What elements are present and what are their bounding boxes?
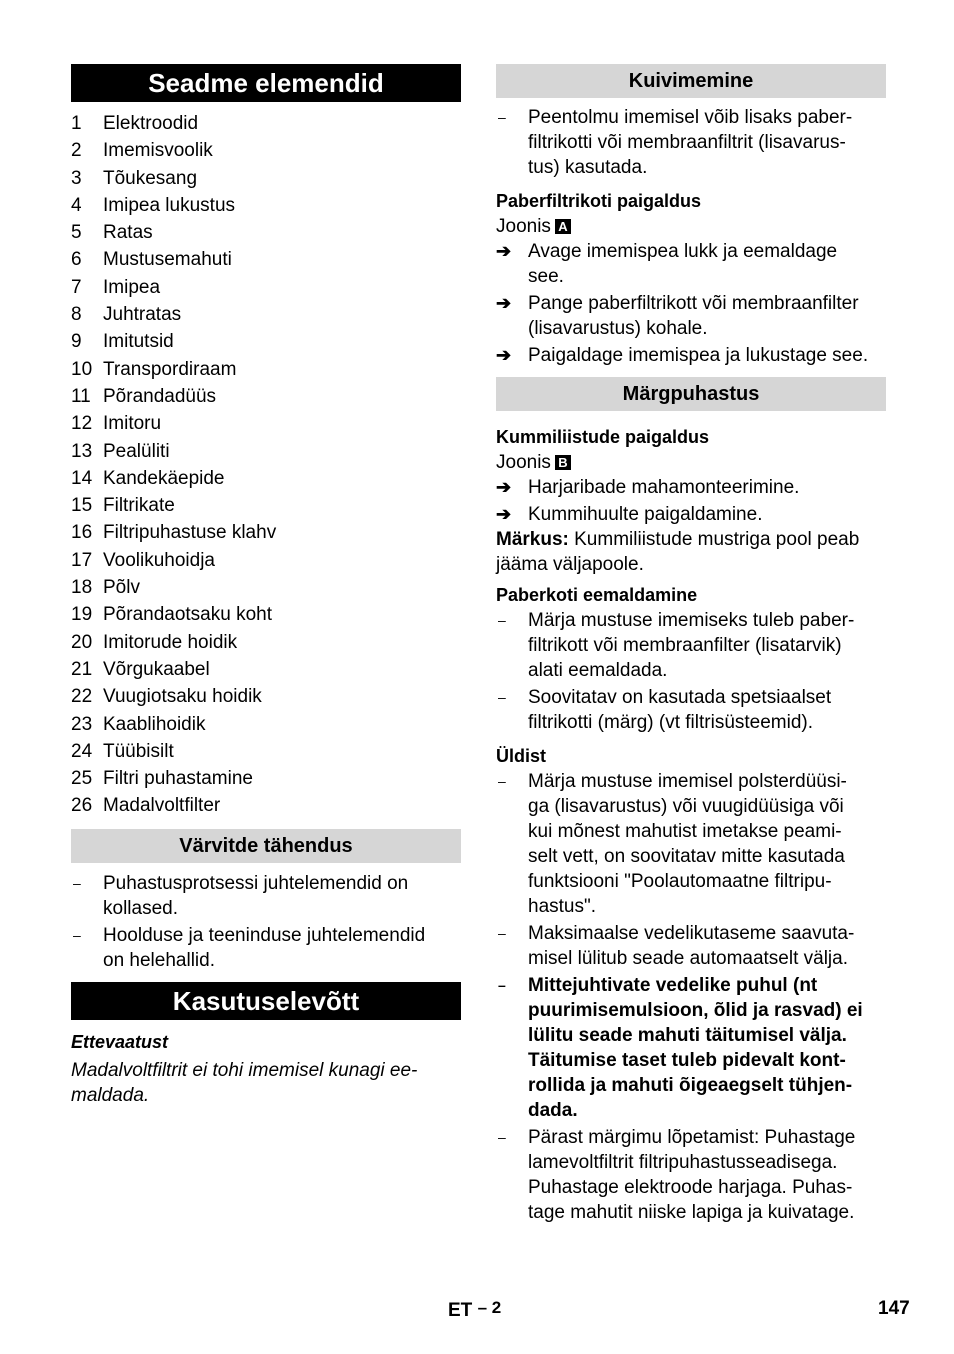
item-number: 13	[71, 440, 93, 462]
item-number: 8	[71, 304, 82, 326]
item-number: 20	[71, 631, 93, 653]
parts-list-item	[71, 629, 461, 656]
color-meaning-list	[71, 871, 461, 973]
step-item: ➔ Kummihuulte paigaldamine.	[496, 504, 763, 525]
note-text: Märkus: Kummiliistude mustriga pool peab jääma väljapoole.	[496, 529, 860, 575]
item-label: Kandekäepide	[103, 467, 225, 489]
item-number: 14	[71, 467, 93, 489]
parts-list-item	[71, 328, 461, 355]
heading-color-meaning: Värvitde tähendus	[71, 829, 461, 863]
parts-list-item	[71, 574, 461, 601]
parts-list-item	[71, 383, 461, 410]
section-title-device-elements: Seadme elemendid	[71, 64, 461, 102]
figure-ref-b: Joonis B	[496, 450, 886, 475]
parts-list-item	[71, 492, 461, 519]
step-item: ➔ Avage imemispea lukk ja eemaldage see.	[496, 241, 838, 287]
parts-list-item	[71, 219, 461, 246]
parts-list-item	[71, 519, 461, 546]
item-number: 12	[71, 413, 93, 435]
item-label: Võrgukaabel	[103, 658, 210, 680]
dash-icon: –	[498, 1129, 506, 1145]
caution-label: Ettevaatust	[71, 1031, 169, 1052]
arrow-icon: ➔	[496, 241, 512, 261]
item-number: 16	[71, 522, 93, 544]
item-label: Ratas	[103, 222, 153, 244]
step-item: ➔ Harjaribade mahamonteerimine.	[496, 477, 800, 498]
item-number: 17	[71, 549, 93, 571]
item-number: 15	[71, 495, 93, 517]
subheading-rubber-strips: Kummiliistude paigaldus	[496, 427, 710, 447]
heading-wet-cleaning: Märgpuhastus	[496, 377, 886, 411]
step-item: ➔ Paigaldage imemispea ja lukustage see.	[496, 345, 869, 366]
step-item: ➔ Pange paberfiltrikott või membraanfilter (lisavarustus) kohale.	[496, 293, 859, 339]
list-item: – Pärast märgimu lõpetamist: Puhastage lamevoltfiltrit filtripuhastusseadisega. Puhastage elektroode harjaga. Puhas- tage mahutit niiske lapiga ja kuivatage.	[498, 1127, 856, 1223]
parts-list-item	[71, 792, 461, 819]
item-label: Tõukesang	[103, 167, 198, 189]
parts-list	[71, 110, 461, 820]
item-label: Kaablihoidik	[103, 713, 206, 735]
figure-letter-a-icon: A	[555, 219, 571, 234]
subheading-bag-removal: Paberkoti eemaldamine	[496, 585, 698, 605]
parts-list-item	[71, 246, 461, 273]
parts-list-item	[71, 465, 461, 492]
dash-icon: –	[498, 925, 506, 941]
item-label: Transpordiraam	[103, 358, 237, 380]
arrow-icon: ➔	[496, 345, 512, 365]
parts-list-item	[71, 738, 461, 765]
parts-list-item	[71, 356, 461, 383]
item-label: Filtri puhastamine	[103, 768, 253, 790]
parts-list-item	[71, 438, 461, 465]
item-label: Juhtratas	[103, 304, 182, 326]
item-number: 7	[71, 276, 82, 298]
footer-language-page: ET – 2	[448, 1298, 502, 1321]
item-number: 10	[71, 358, 93, 380]
dash-icon: –	[498, 977, 506, 993]
item-number: 23	[71, 713, 93, 735]
section-title-commissioning: Kasutuselevõtt	[71, 982, 461, 1020]
dash-icon: –	[498, 689, 506, 705]
parts-list-item	[71, 656, 461, 683]
item-number: 6	[71, 249, 82, 271]
item-label: Mustusemahuti	[103, 249, 232, 271]
item-number: 21	[71, 658, 93, 680]
list-item: – Märja mustuse imemiseks tuleb paber- filtrikott või membraanfilter (lisatarvik) alati eemaldada.	[498, 610, 855, 681]
item-number: 5	[71, 222, 82, 244]
list-item: – Peentolmu imemisel võib lisaks paber- filtrikotti või membraanfiltrit (lisavarus- tus) kasutada.	[498, 107, 853, 178]
list-item: – Soovitatav on kasutada spetsiaalset filtrikotti (märg) (vt filtrisüsteemid).	[498, 687, 832, 733]
item-label: Imitoru	[103, 413, 162, 435]
item-number: 26	[71, 795, 93, 817]
parts-list-item	[71, 165, 461, 192]
item-number: 24	[71, 740, 93, 762]
item-label: Põlv	[103, 577, 140, 599]
item-label: Filtripuhastuse klahv	[103, 522, 277, 544]
list-item: – Maksimaalse vedelikutaseme saavuta- misel lülitub seade automaatselt välja.	[498, 923, 855, 969]
item-label: Vuugiotsaku hoidik	[103, 686, 262, 708]
item-label: Imipea lukustus	[103, 194, 236, 216]
left-column	[71, 64, 461, 1108]
list-item: – Puhastusprotsessi juhtelemendid on kollased.	[73, 872, 409, 919]
item-label: Imitorude hoidik	[103, 631, 238, 653]
parts-list-item	[71, 192, 461, 219]
item-label: Tüübisilt	[103, 740, 174, 762]
parts-list-item	[71, 547, 461, 574]
item-number: 19	[71, 604, 93, 626]
item-number: 22	[71, 686, 93, 708]
parts-list-item	[71, 683, 461, 710]
item-label: Imitutsid	[103, 331, 174, 353]
arrow-icon: ➔	[496, 504, 512, 524]
dash-icon: –	[498, 773, 506, 789]
parts-list-item	[71, 137, 461, 164]
item-label: Imemisvoolik	[103, 140, 213, 162]
item-label: Voolikuhoidja	[103, 549, 215, 571]
figure-letter-b-icon: B	[555, 455, 571, 470]
item-number: 1	[71, 113, 82, 134]
item-number: 3	[71, 167, 82, 189]
dash-icon: –	[498, 109, 506, 125]
parts-list-item	[71, 711, 461, 738]
arrow-icon: ➔	[496, 293, 512, 313]
parts-list-item	[71, 110, 461, 137]
right-column	[496, 64, 886, 1225]
dash-icon: –	[498, 612, 506, 628]
item-number: 4	[71, 194, 82, 216]
item-label: Filtrikate	[103, 495, 175, 517]
item-number: 2	[71, 140, 82, 162]
item-label: Elektroodid	[103, 113, 199, 134]
item-label: Põrandaotsaku koht	[103, 604, 273, 626]
figure-ref-a: Joonis A	[496, 214, 886, 239]
parts-list-item	[71, 274, 461, 301]
arrow-icon: ➔	[496, 477, 512, 497]
list-item-warning: – Mittejuhtivate vedelike puhul (nt puurimisemulsioon, õlid ja rasvad) ei lülitu seade mahuti täitumisel välja. Täitumise taset tuleb pidevalt kont- rollida ja mahuti õigeaegselt tühjen- dada.	[498, 975, 863, 1121]
item-label: Imipea	[103, 276, 161, 298]
subheading-general: Üldist	[496, 746, 547, 766]
item-number: 25	[71, 768, 93, 790]
page-number: 147	[878, 1298, 910, 1319]
list-item: – Hoolduse ja teeninduse juhtelemendid on helehallid.	[73, 924, 426, 971]
parts-list-item	[71, 601, 461, 628]
item-label: Põrandadüüs	[103, 385, 217, 407]
item-number: 18	[71, 577, 93, 599]
item-label: Pealüliti	[103, 440, 170, 462]
parts-list-item	[71, 410, 461, 437]
caution-text: Madalvoltfiltrit ei tohi imemisel kunagi ee- maldada.	[71, 1059, 418, 1106]
dash-icon: –	[73, 874, 81, 891]
heading-dry-vacuuming: Kuivimemine	[496, 64, 886, 98]
parts-list-item	[71, 765, 461, 792]
parts-list-item	[71, 301, 461, 328]
item-number: 9	[71, 331, 82, 353]
subheading-paper-filter-install: Paberfiltrikoti paigaldus	[496, 191, 702, 211]
item-label: Madalvoltfilter	[103, 795, 221, 817]
dash-icon: –	[73, 926, 81, 943]
list-item: – Märja mustuse imemisel polsterdüüsi- ga (lisavarustus) või vuugidüüsiga või kui mõnest mahutist imetakse peami- selt vett, on soovitatav mitte kasutada funktsiooni "Poolautomaatne filtripu- hastus".	[498, 771, 847, 917]
item-number: 11	[71, 385, 91, 407]
